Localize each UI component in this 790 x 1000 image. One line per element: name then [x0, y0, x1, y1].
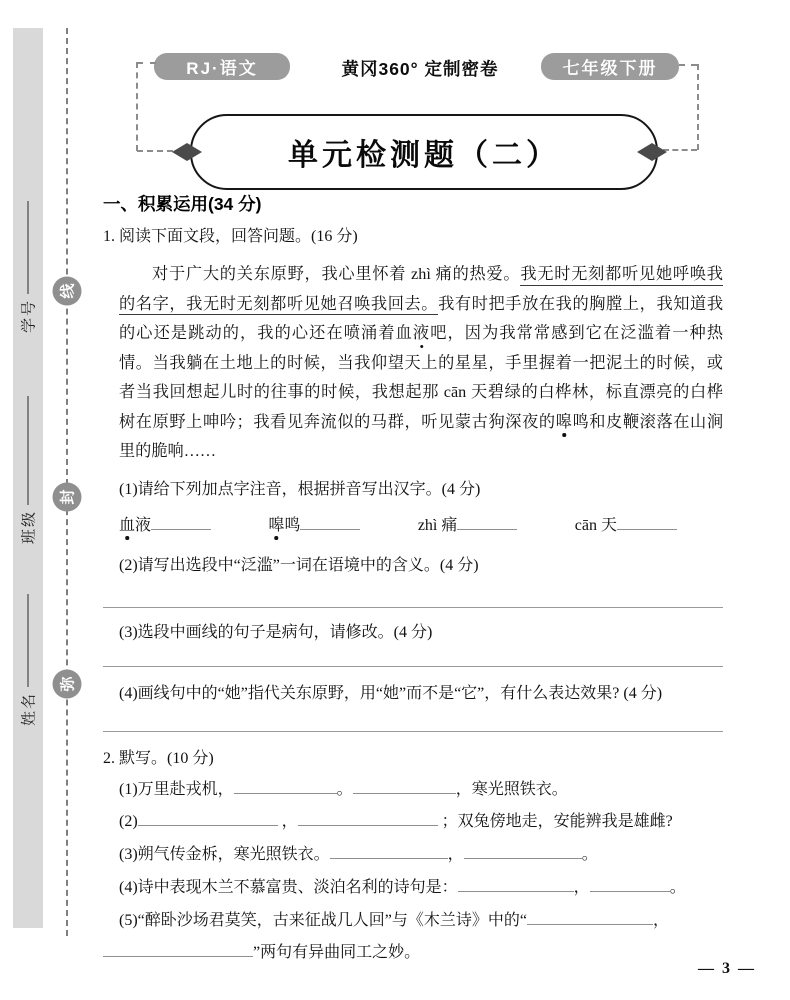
exam-title: 单元检测题（二） [288, 139, 560, 172]
dictation-line [119, 839, 723, 872]
passage-line [119, 290, 723, 320]
text-segment: (5)“醉卧沙场君莫笑，古来征战几人回”与《木兰诗》中的“ [119, 911, 527, 929]
text-segment: ， [652, 911, 669, 929]
text-segment: 。 [581, 846, 598, 864]
fill-in-blank [330, 842, 448, 859]
student-id-write-line [28, 201, 29, 294]
name-write-line [28, 594, 29, 687]
series-title: 黄冈360° 定制密卷 [341, 59, 499, 79]
text-segment: (1)万里赴戎机， [119, 780, 234, 798]
underlined-text: 的名字，我无时无刻都听见她召唤我回去。 [119, 295, 438, 316]
dotted-char: 血 [119, 516, 136, 534]
dictation-line [119, 905, 723, 938]
text-segment: cān 天 [574, 516, 617, 534]
seal-badge-mi [53, 670, 82, 699]
exam-title-box [190, 114, 658, 190]
fill-in-blank [464, 842, 582, 859]
text-segment: ， [277, 813, 298, 831]
dotted-char: 液 [412, 324, 431, 342]
text-segment: 液 [135, 516, 152, 534]
dictation-line [119, 872, 723, 905]
fill-in-blank [138, 809, 278, 826]
text-segment: ，寒光照铁衣。 [455, 780, 568, 798]
page-number: — 3 — [698, 960, 756, 977]
header-dash-right-top [679, 64, 697, 66]
pinyin-item [418, 513, 518, 539]
student-id-field [18, 201, 39, 333]
text-segment: zhì 痛 [417, 516, 458, 534]
header-dash-left-bottom [137, 150, 173, 152]
text-segment: 吧，因为我常常感到它在泛滥着一种热 [430, 324, 724, 342]
pinyin-item [268, 513, 360, 539]
passage-line [119, 349, 723, 379]
question1-sub3-stem: (3)选段中画线的句子是病句，请修改。(4 分) [119, 623, 433, 641]
header-dash-left-top [137, 62, 156, 64]
text-segment: 树在原野上呻吟；我看见奔流似的马群，听见蒙古狗深夜的 [119, 412, 556, 431]
text-segment: 。 [669, 878, 686, 896]
header-dash-right-vertical [697, 64, 699, 150]
dictation-items [103, 774, 723, 971]
text-segment: 鸣 [284, 516, 301, 534]
text-segment: 情。当我躺在土地上的时候，当我仰望天上的星星，手里握着一把泥土的时候，或 [119, 353, 723, 372]
question1-sub1-stem: (1)请给下列加点字注音，根据拼音写出汉字。(4 分) [119, 480, 481, 498]
question2-stem: 2. 默写。(10 分) [103, 749, 214, 767]
text-segment: ， [447, 846, 464, 864]
text-segment: ；双兔傍地走，安能辨我是雄雌? [437, 813, 673, 831]
fill-in-blank [458, 875, 574, 892]
fill-in-blank [457, 513, 517, 530]
fill-in-blank [300, 513, 360, 530]
fill-in-blank [151, 513, 211, 530]
question1-stem: 1. 阅读下面文段，回答问题。(16 分) [103, 228, 358, 245]
student-id-label: 学号 [21, 298, 38, 333]
text-segment: 。 [336, 780, 353, 798]
text-segment: 的心还是跳动的，我的心还在喷涌着血 [119, 324, 413, 342]
passage-line [119, 378, 723, 408]
class-write-line [28, 396, 29, 505]
question1-sub2-stem: (2)请写出选段中“泛滥”一词在语境中的含义。(4 分) [119, 556, 479, 574]
text-segment: (4)诗中表现木兰不慕富贵、淡泊名利的诗句是： [119, 878, 458, 896]
passage-line [119, 260, 723, 290]
grade-badge: 七年级下册 [541, 53, 679, 80]
answer-line [103, 666, 723, 667]
underlined-text: 我无时无刻都听见她呼唤我 [520, 265, 723, 286]
name-field [18, 594, 39, 726]
text-segment: 对于广大的关东原野，我心里怀着 zhì 痛的热爱。 [152, 265, 521, 283]
answer-line [103, 731, 723, 732]
text-segment: ”两句有异曲同工之妙。 [253, 944, 421, 962]
fill-in-blank [617, 513, 677, 530]
fill-in-blank [590, 875, 670, 892]
passage-line [119, 408, 723, 438]
text-segment: 我有时把手放在我的胸膛上，我知道我 [438, 294, 724, 313]
class-field [18, 396, 39, 544]
fill-in-blank [527, 908, 653, 925]
header-dash-left-vertical [136, 62, 138, 151]
header-dash-right-bottom [663, 149, 697, 151]
pinyin-items-row [119, 513, 723, 539]
seal-badge-xian [53, 277, 82, 306]
dictation-line [119, 806, 723, 839]
passage-line [119, 319, 723, 349]
fill-in-blank [298, 809, 438, 826]
seal-badge-feng [53, 483, 82, 512]
seal-char: 弥 [59, 676, 77, 692]
question1-sub4-stem: (4)画线句中的“她”指代关东原野，用“她”而不是“它”，有什么表达效果? (4 分) [119, 684, 663, 702]
dotted-char: 嗥 [555, 412, 573, 431]
name-label: 姓名 [21, 691, 38, 726]
exam-body [103, 192, 723, 970]
text-segment: ， [573, 878, 590, 896]
reading-passage [119, 260, 723, 467]
seal-char: 封 [59, 489, 77, 505]
class-label: 班级 [21, 509, 38, 544]
passage-line [119, 437, 723, 467]
text-segment: (2) [119, 813, 138, 831]
pinyin-item [119, 513, 211, 539]
dictation-line [103, 937, 723, 970]
text-segment: 里的脆响…… [119, 442, 217, 460]
dictation-line [119, 774, 723, 807]
text-segment: 鸣和皮鞭滚落在山涧 [572, 412, 724, 431]
fill-in-blank [103, 940, 253, 957]
fill-in-blank [353, 777, 456, 794]
fill-in-blank [234, 777, 337, 794]
section-heading: 一、积累运用(34 分) [103, 194, 262, 214]
answer-line [103, 607, 723, 608]
text-segment: (3)朔气传金柝，寒光照铁衣。 [119, 846, 330, 864]
text-segment: 者当我回想起儿时的往事的时候，我想起那 cān 天碧绿的白桦林，标直漂亮的白桦 [119, 383, 723, 401]
dotted-char: 嗥 [268, 516, 285, 534]
seal-char: 线 [59, 283, 77, 299]
edition-badge: RJ·语文 [154, 53, 290, 80]
pinyin-item [575, 513, 677, 539]
